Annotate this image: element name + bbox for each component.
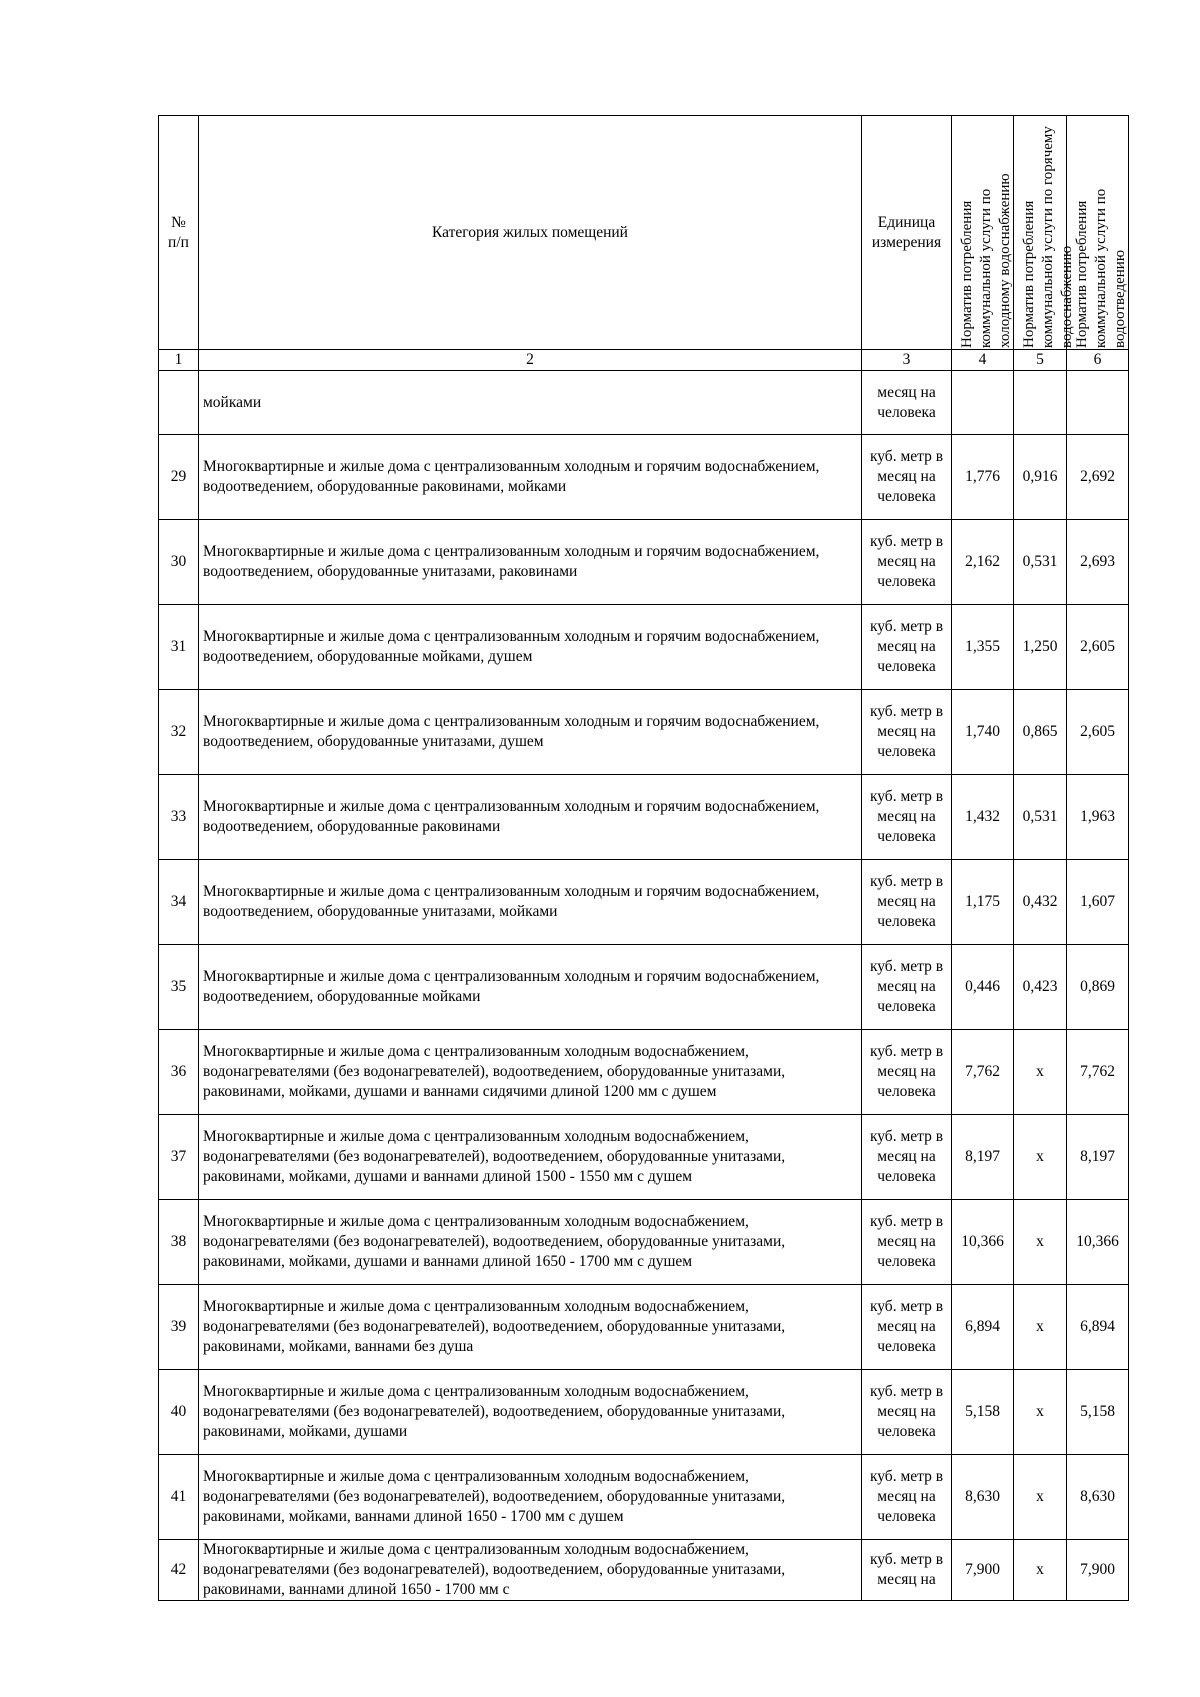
- row-category: Многоквартирные и жилые дома с централизованным холодным водоснабжением, водонагревателями (без водонагревателей), водоотведением, оборудованные унитазами, раковинами, мойками, душами и ваннами длиной 1500 - 1550 мм с душем: [199, 1115, 862, 1200]
- row-hot-water-value: х: [1014, 1455, 1067, 1540]
- row-hot-water-value: х: [1014, 1370, 1067, 1455]
- column-index-row: [159, 350, 1129, 371]
- column-index: 4: [952, 350, 1014, 371]
- row-drainage-value: 1,963: [1067, 775, 1129, 860]
- row-number: [159, 371, 199, 435]
- header-category: Категория жилых помещений: [199, 116, 862, 350]
- row-cold-water-value: [952, 371, 1014, 435]
- row-hot-water-value: 0,531: [1014, 775, 1067, 860]
- row-unit: куб. метр в месяц на человека: [862, 435, 952, 520]
- row-unit: куб. метр в месяц на человека: [862, 605, 952, 690]
- row-number: 32: [159, 690, 199, 775]
- row-number: 30: [159, 520, 199, 605]
- row-category: Многоквартирные и жилые дома с централизованным холодным и горячим водоснабжением, водоотведением, оборудованные мойками, душем: [199, 605, 862, 690]
- row-category: Многоквартирные и жилые дома с централизованным холодным и горячим водоснабжением, водоотведением, оборудованные унитазами, раковинами: [199, 520, 862, 605]
- table-row: [159, 945, 1129, 1030]
- row-drainage-value: 2,693: [1067, 520, 1129, 605]
- row-category: мойками: [199, 371, 862, 435]
- row-number: 35: [159, 945, 199, 1030]
- row-number: 37: [159, 1115, 199, 1200]
- row-cold-water-value: 8,630: [952, 1455, 1014, 1540]
- column-index: 2: [199, 350, 862, 371]
- row-hot-water-value: 0,916: [1014, 435, 1067, 520]
- row-drainage-value: 2,605: [1067, 605, 1129, 690]
- row-number: 39: [159, 1285, 199, 1370]
- row-category: Многоквартирные и жилые дома с централизованным холодным водоснабжением, водонагревателями (без водонагревателей), водоотведением, оборудованные унитазами, раковинами, мойками, ваннами без душа: [199, 1285, 862, 1370]
- row-cold-water-value: 5,158: [952, 1370, 1014, 1455]
- row-hot-water-value: х: [1014, 1200, 1067, 1285]
- row-cold-water-value: 1,432: [952, 775, 1014, 860]
- row-cold-water-value: 7,900: [952, 1540, 1014, 1601]
- table-row: [159, 1200, 1129, 1285]
- row-drainage-value: 5,158: [1067, 1370, 1129, 1455]
- table-row: [159, 435, 1129, 520]
- row-category: Многоквартирные и жилые дома с централизованным холодным и горячим водоснабжением, водоотведением, оборудованные раковинами: [199, 775, 862, 860]
- row-cold-water-value: 1,740: [952, 690, 1014, 775]
- table-row: [159, 1115, 1129, 1200]
- table-header-row: [159, 116, 1129, 350]
- row-unit: куб. метр в месяц на человека: [862, 690, 952, 775]
- table-row: [159, 1285, 1129, 1370]
- row-hot-water-value: 0,432: [1014, 860, 1067, 945]
- header-col4-text: Норматив потребления коммунальной услуги по холодному водоснабжению: [959, 173, 1013, 348]
- row-unit: куб. метр в месяц на человека: [862, 1200, 952, 1285]
- header-number: № п/п: [159, 116, 199, 350]
- row-cold-water-value: 6,894: [952, 1285, 1014, 1370]
- row-unit: куб. метр в месяц на человека: [862, 520, 952, 605]
- row-unit: куб. метр в месяц на человека: [862, 945, 952, 1030]
- row-cold-water-value: 10,366: [952, 1200, 1014, 1285]
- consumption-norms-table: [158, 115, 1129, 1601]
- row-category: Многоквартирные и жилые дома с централизованным холодным водоснабжением, водонагревателями (без водонагревателей), водоотведением, оборудованные унитазами, раковинами, ваннами длиной 1650 - 1700 мм с: [199, 1540, 862, 1601]
- row-unit: куб. метр в месяц на человека: [862, 775, 952, 860]
- row-drainage-value: 1,607: [1067, 860, 1129, 945]
- table-row: [159, 605, 1129, 690]
- row-number: 33: [159, 775, 199, 860]
- column-index: 1: [159, 350, 199, 371]
- row-number: 41: [159, 1455, 199, 1540]
- row-hot-water-value: 0,423: [1014, 945, 1067, 1030]
- row-drainage-value: 6,894: [1067, 1285, 1129, 1370]
- header-col6-text: Норматив потребления коммунальной услуги по водоотведению: [1074, 188, 1128, 348]
- row-drainage-value: 2,692: [1067, 435, 1129, 520]
- row-cold-water-value: 8,197: [952, 1115, 1014, 1200]
- table-row: [159, 1030, 1129, 1115]
- row-category: Многоквартирные и жилые дома с централизованным холодным водоснабжением, водонагревателями (без водонагревателей), водоотведением, оборудованные унитазами, раковинами, мойками, душами и ваннами длиной 1650 - 1700 мм с душем: [199, 1200, 862, 1285]
- row-unit: куб. метр в месяц на человека: [862, 1455, 952, 1540]
- row-hot-water-value: х: [1014, 1540, 1067, 1601]
- table-row: [159, 1540, 1129, 1601]
- row-category: Многоквартирные и жилые дома с централизованным холодным и горячим водоснабжением, водоотведением, оборудованные унитазами, душем: [199, 690, 862, 775]
- header-drainage-norm: [1067, 116, 1129, 350]
- row-category: Многоквартирные и жилые дома с централизованным холодным водоснабжением, водонагревателями (без водонагревателей), водоотведением, оборудованные унитазами, раковинами, мойками, душами: [199, 1370, 862, 1455]
- header-col5-text: Норматив потребления коммунальной услуги по горячему водоснабжению: [1021, 126, 1075, 348]
- table-row: [159, 860, 1129, 945]
- column-index: 3: [862, 350, 952, 371]
- row-hot-water-value: [1014, 371, 1067, 435]
- row-category: Многоквартирные и жилые дома с централизованным холодным и горячим водоснабжением, водоотведением, оборудованные мойками: [199, 945, 862, 1030]
- row-number: 40: [159, 1370, 199, 1455]
- row-cold-water-value: 1,355: [952, 605, 1014, 690]
- table-row: [159, 775, 1129, 860]
- row-drainage-value: 10,366: [1067, 1200, 1129, 1285]
- row-number: 31: [159, 605, 199, 690]
- row-number: 38: [159, 1200, 199, 1285]
- row-drainage-value: 2,605: [1067, 690, 1129, 775]
- row-number: 34: [159, 860, 199, 945]
- row-category: Многоквартирные и жилые дома с централизованным холодным и горячим водоснабжением, водоотведением, оборудованные унитазами, мойками: [199, 860, 862, 945]
- row-unit: куб. метр в месяц на: [862, 1540, 952, 1601]
- row-number: 36: [159, 1030, 199, 1115]
- table-row: [159, 1370, 1129, 1455]
- column-index: 5: [1014, 350, 1067, 371]
- column-index: 6: [1067, 350, 1129, 371]
- row-drainage-value: 0,869: [1067, 945, 1129, 1030]
- header-unit: Единица измерения: [862, 116, 952, 350]
- table-row: [159, 690, 1129, 775]
- row-unit: куб. метр в месяц на человека: [862, 1030, 952, 1115]
- row-drainage-value: 8,197: [1067, 1115, 1129, 1200]
- row-cold-water-value: 1,175: [952, 860, 1014, 945]
- row-unit: куб. метр в месяц на человека: [862, 1115, 952, 1200]
- row-hot-water-value: х: [1014, 1115, 1067, 1200]
- row-hot-water-value: х: [1014, 1285, 1067, 1370]
- row-unit: месяц на человека: [862, 371, 952, 435]
- row-category: Многоквартирные и жилые дома с централизованным холодным и горячим водоснабжением, водоотведением, оборудованные раковинами, мойками: [199, 435, 862, 520]
- row-number: 42: [159, 1540, 199, 1601]
- row-unit: куб. метр в месяц на человека: [862, 860, 952, 945]
- header-cold-water-norm: [952, 116, 1014, 350]
- row-cold-water-value: 0,446: [952, 945, 1014, 1030]
- row-drainage-value: 8,630: [1067, 1455, 1129, 1540]
- row-hot-water-value: 1,250: [1014, 605, 1067, 690]
- row-unit: куб. метр в месяц на человека: [862, 1370, 952, 1455]
- row-hot-water-value: 0,531: [1014, 520, 1067, 605]
- row-cold-water-value: 2,162: [952, 520, 1014, 605]
- table-row: [159, 520, 1129, 605]
- row-drainage-value: [1067, 371, 1129, 435]
- row-number: 29: [159, 435, 199, 520]
- row-hot-water-value: х: [1014, 1030, 1067, 1115]
- row-hot-water-value: 0,865: [1014, 690, 1067, 775]
- row-cold-water-value: 1,776: [952, 435, 1014, 520]
- table-row: [159, 1455, 1129, 1540]
- row-category: Многоквартирные и жилые дома с централизованным холодным водоснабжением, водонагревателями (без водонагревателей), водоотведением, оборудованные унитазами, раковинами, мойками, ваннами длиной 1650 - 1700 мм с душем: [199, 1455, 862, 1540]
- row-cold-water-value: 7,762: [952, 1030, 1014, 1115]
- row-category: Многоквартирные и жилые дома с централизованным холодным водоснабжением, водонагревателями (без водонагревателей), водоотведением, оборудованные унитазами, раковинами, мойками, душами и ваннами сидячими длиной 1200 мм с душем: [199, 1030, 862, 1115]
- header-hot-water-norm: [1014, 116, 1075, 350]
- continuation-row: [159, 371, 1129, 435]
- row-drainage-value: 7,762: [1067, 1030, 1129, 1115]
- row-drainage-value: 7,900: [1067, 1540, 1129, 1601]
- row-unit: куб. метр в месяц на человека: [862, 1285, 952, 1370]
